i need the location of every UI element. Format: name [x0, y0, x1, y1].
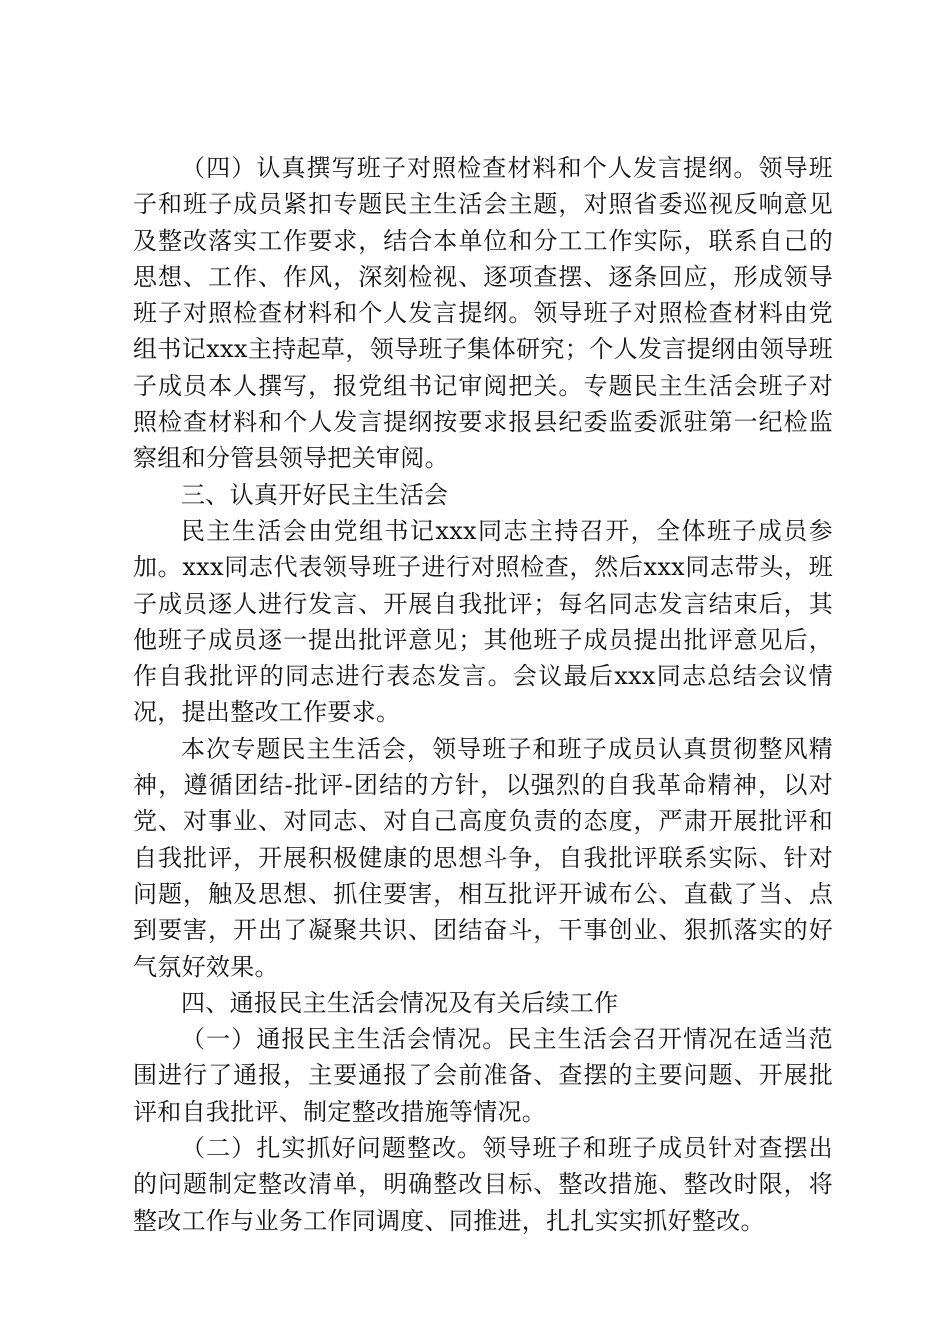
section-heading-follow-up: 四、通报民主生活会情况及有关后续工作: [181, 988, 619, 1017]
section-heading-hold-meeting: 三、认真开好民主生活会: [181, 480, 449, 509]
paragraph-meeting-summary: 本次专题民主生活会，领导班子和班子成员认真贯彻整风精神，遵循团结-批评-团结的方针，以强烈的自我革命精神，以对党、对事业、对同志、对自己高度负责的态度，严肃开展批评和自我批评，开展积极健康的思想斗争，自我批评联系实际、针对问题，触及思想、抓住要害，相互批评开诚布公、直截了当、点到要害，开出了凝聚共识、团结奋斗，干事创业、狠抓落实的好气氛好效果。: [133, 734, 833, 981]
document-body: [133, 150, 833, 1239]
paragraph-rectification: （二）扎实抓好问题整改。领导班子和班子成员针对查摆出的问题制定整改清单，明确整改目标、整改措施、整改时限，将整改工作与业务工作同调度、同推进，扎扎实实抓好整改。: [133, 1134, 833, 1235]
paragraph-meeting-process: 民主生活会由党组书记xxx同志主持召开，全体班子成员参加。xxx同志代表领导班子进行对照检查，然后xxx同志带头，班子成员逐人进行发言、开展自我批评；每名同志发言结束后，其他班子成员逐一提出批评意见；其他班子成员提出批评意见后，作自我批评的同志进行表态发言。会议最后xxx同志总结会议情况，提出整改工作要求。: [133, 516, 833, 727]
paragraph-prepare-materials: （四）认真撰写班子对照检查材料和个人发言提纲。领导班子和班子成员紧扣专题民主生活会主题，对照省委巡视反响意见及整改落实工作要求，结合本单位和分工工作实际，联系自己的思想、工作、作风，深刻检视、逐项查摆、逐条回应，形成领导班子对照检查材料和个人发言提纲。领导班子对照检查材料由党组书记xxx主持起草，领导班子集体研究；个人发言提纲由领导班子成员本人撰写，报党组书记审阅把关。专题民主生活会班子对照检查材料和个人发言提纲按要求报县纪委监委派驻第一纪检监察组和分管县领导把关审阅。: [133, 154, 833, 473]
paragraph-report-situation: （一）通报民主生活会情况。民主生活会召开情况在适当范围进行了通报，主要通报了会前准备、查摆的主要问题、开展批评和自我批评、制定整改措施等情况。: [133, 1025, 833, 1126]
